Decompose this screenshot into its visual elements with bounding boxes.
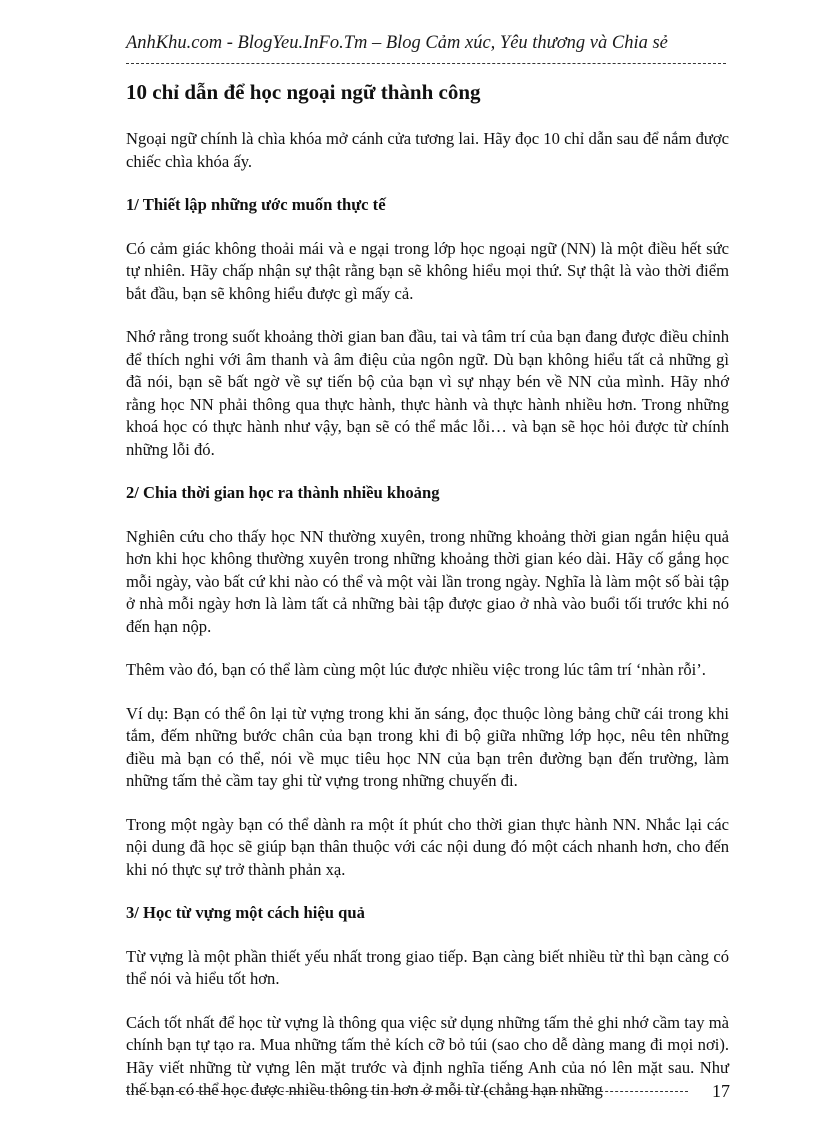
paragraph: Thêm vào đó, bạn có thể làm cùng một lúc được nhiều việc trong lúc tâm trí ‘nhàn rỗi’. bbox=[126, 660, 706, 679]
paragraph: Nhớ rằng trong suốt khoảng thời gian ban đầu, tai và tâm trí của bạn đang được điều chỉnh để thích nghi với âm thanh và âm điệu của ngôn ngữ. Dù bạn không hiểu tất cả những gì đã nói, bạn sẽ bất ngờ về sự tiến bộ của bạn vì sự nhạy bén về NN của mình. Hãy nhớ rằng học NN phải thông qua thực hành, thực hành và thực hành nhiều hơn. Trong những khoá học có thực hành như vậy, bạn sẽ có thể mắc lỗi… và bạn sẽ học hỏi được từ chính những lỗi đó. bbox=[126, 327, 729, 459]
paragraph: Trong một ngày bạn có thể dành ra một ít phút cho thời gian thực hành NN. Nhắc lại các nội dung đã học sẽ giúp bạn thân thuộc với các nội dung đó một cách nhanh hơn, cho đến khi nó thực sự trở thành phản xạ. bbox=[126, 814, 729, 879]
paragraph: Ví dụ: Bạn có thể ôn lại từ vựng trong khi ăn sáng, đọc thuộc lòng bảng chữ cái trong khi tắm, đếm những bước chân của bạn trong khi đi bộ giữa những lớp học, nêu tên những điều mà bạn có thể, nói về mục tiêu học NN của bạn trên đường bạn đến trường, làm những tấm thẻ cầm tay ghi từ vựng trong những chuyến đi. bbox=[126, 703, 729, 790]
page-number: 17 bbox=[712, 1081, 730, 1101]
header-divider bbox=[126, 63, 726, 64]
paragraph: Có cảm giác không thoải mái và e ngại trong lớp học ngoại ngữ (NN) là một điều hết sức tự nhiên. Hãy chấp nhận sự thật rằng bạn sẽ không hiểu mọi thứ. Sự thật là vào thời điểm bắt đầu, bạn sẽ không hiểu được gì mấy cả. bbox=[126, 238, 729, 303]
section-heading: 2/ Chia thời gian học ra thành nhiều khoảng bbox=[126, 483, 440, 502]
section-heading: 3/ Học từ vựng một cách hiệu quả bbox=[126, 903, 365, 922]
article-body bbox=[126, 128, 729, 1123]
section-heading: 1/ Thiết lập những ước muốn thực tế bbox=[126, 195, 386, 214]
paragraph: Cách tốt nhất để học từ vựng là thông qua việc sử dụng những tấm thẻ ghi nhớ cầm tay mà chính bạn tự tạo ra. Mua những tấm thẻ kích cỡ bỏ túi (sao cho dễ dàng mang đi mọi nơi). Hãy viết những từ vựng lên mặt trước và định nghĩa tiếng Anh của nó lên mặt sau. Như thế bạn có thể học được nhiều thông tin hơn ở mỗi từ (chẳng hạn những bbox=[126, 1012, 729, 1099]
footer-divider bbox=[126, 1091, 688, 1092]
page-header: AnhKhu.com - BlogYeu.InFo.Tm – Blog Cảm xúc, Yêu thương và Chia sẻ bbox=[126, 33, 668, 53]
article-title: 10 chỉ dẫn để học ngoại ngữ thành công bbox=[126, 80, 481, 104]
intro-paragraph: Ngoại ngữ chính là chìa khóa mở cánh cửa tương lai. Hãy đọc 10 chỉ dẫn sau để nắm được chiếc chìa khóa ấy. bbox=[126, 129, 729, 171]
paragraph: Nghiên cứu cho thấy học NN thường xuyên, trong những khoảng thời gian ngắn hiệu quả hơn khi học không thường xuyên trong những khoảng thời gian kéo dài. Hãy cố gắng học mỗi ngày, vào bất cứ khi nào có thể và một vài lần trong ngày. Nghĩa là làm một số bài tập ở nhà mỗi ngày hơn là làm tất cả những bài tập được giao ở nhà vào buổi tối trước khi nó đến hạn nộp. bbox=[126, 526, 729, 636]
paragraph: Từ vựng là một phần thiết yếu nhất trong giao tiếp. Bạn càng biết nhiều từ thì bạn càng có thể nói và hiểu tốt hơn. bbox=[126, 946, 729, 988]
